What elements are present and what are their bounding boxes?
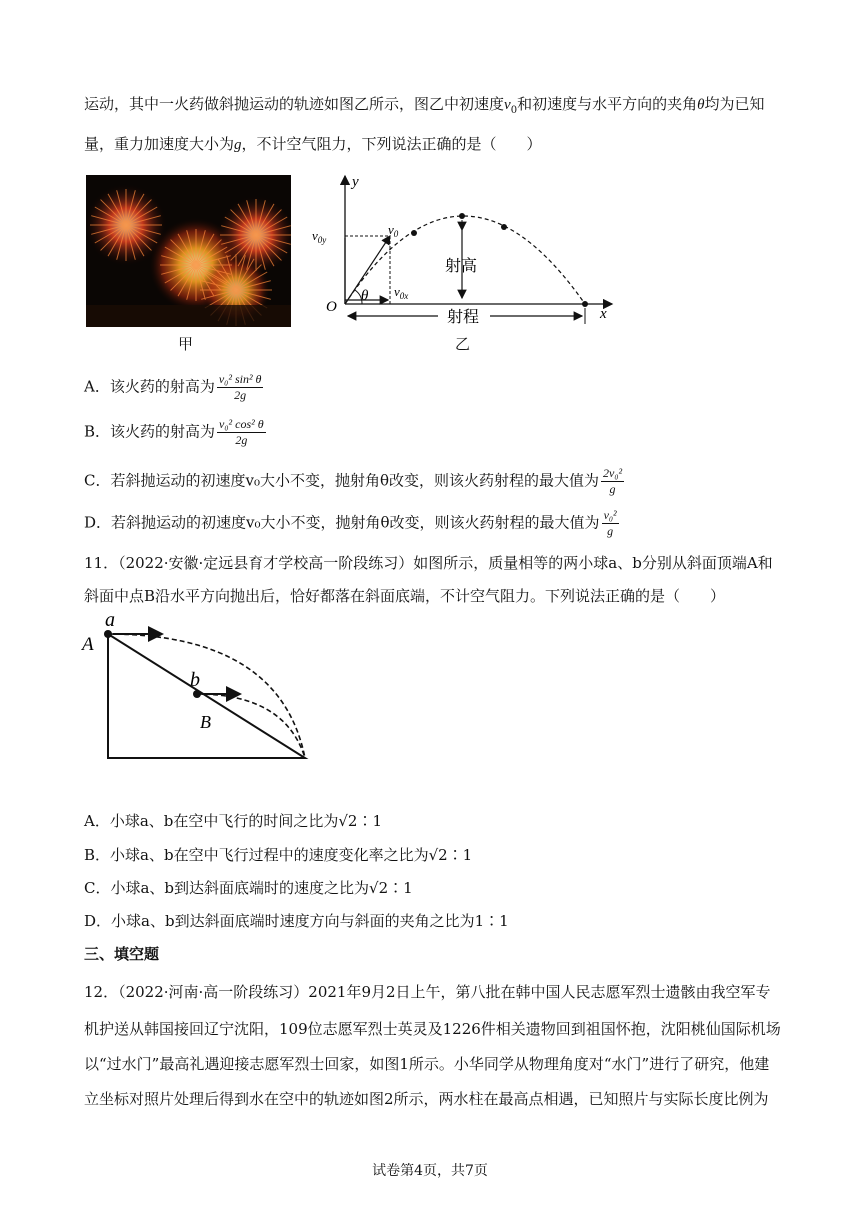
- trajectory-point: [459, 213, 465, 219]
- q12-line3: 以“过水门”最高礼遇迎接志愿军烈士回家，如图1所示。小华同学从物理角度对“水门”进行了研究，他建: [84, 1055, 770, 1073]
- q12-line2: 机护送从韩国接回辽宁沈阳，109位志愿军烈士英灵及1226件相关遗物回到祖国怀抱，沈阳桃仙国际机场: [84, 1020, 781, 1038]
- q11-option-b: B．小球a、b在空中飞行过程中的速度变化率之比为√2∶1: [84, 846, 473, 864]
- fraction-denominator: g: [607, 524, 614, 538]
- option-fraction: [602, 508, 619, 539]
- q10-stem-line1: [84, 93, 764, 122]
- fraction-numerator: v₀²: [603, 508, 617, 522]
- fraction-denominator: g: [609, 482, 616, 496]
- q10-stem-text: 量，重力加速度大小为: [84, 135, 235, 153]
- ball-a: [104, 630, 112, 638]
- fraction-numerator: v₀² cos² θ: [219, 417, 264, 431]
- fraction-numerator: 2v₀²: [603, 466, 623, 480]
- fraction-numerator: v₀² sin² θ: [218, 372, 262, 386]
- fraction-denominator: 2g: [235, 433, 248, 447]
- fraction-denominator: 2g: [234, 388, 247, 402]
- trajectory-point: [582, 301, 588, 307]
- range-label: 射程: [447, 307, 480, 326]
- v0y-label: $v_{0y}$: [312, 228, 327, 245]
- option-text: B．该火药的射高为: [84, 422, 216, 441]
- q12-line1: 12．（2022·河南·高一阶段练习）2021年9月2日上午，第八批在韩中国人民志愿军烈士遗骸由我空军专: [84, 983, 771, 1001]
- option-text: A．该火药的射高为: [84, 377, 215, 396]
- q10-option-a: [84, 372, 263, 403]
- x-axis-label: x: [600, 306, 607, 322]
- label-b: b: [190, 669, 200, 691]
- q10-stem-text: ，不计空气阻力，下列说法正确的是（ ）: [241, 135, 542, 153]
- trajectory-point: [501, 224, 507, 230]
- label-A: A: [82, 634, 94, 655]
- q11-stem-line1: 11．（2022·安徽·定远县育才学校高一阶段练习）如图所示，质量相等的两小球a、b分别从斜面顶端A和: [84, 554, 773, 572]
- q10-option-c: [84, 466, 624, 497]
- q10-option-d: [84, 508, 619, 539]
- q10-stem-text: 运动，其中一火药做斜抛运动的轨迹如图乙所示，图乙中初速度: [84, 95, 505, 113]
- option-fraction: [217, 417, 266, 448]
- q10-stem-line2: [84, 133, 542, 156]
- theta-label: θ: [361, 288, 369, 304]
- q11-option-d: D．小球a、b到达斜面底端时速度方向与斜面的夹角之比为1∶1: [84, 912, 509, 930]
- incline-diagram: [80, 610, 320, 770]
- page-footer: 试卷第4页，共7页: [372, 1163, 488, 1179]
- ball-b: [193, 690, 201, 698]
- projectile-diagram: [310, 170, 620, 330]
- incline-triangle: [108, 634, 305, 758]
- height-label: 射高: [445, 256, 478, 275]
- fireworks-photo: [86, 175, 291, 327]
- option-fraction: [601, 466, 624, 497]
- theta-symbol: θ: [697, 97, 705, 113]
- q11-stem-line2: 斜面中点B沿水平方向抛出后，恰好都落在斜面底端，不计空气阻力。下列说法正确的是（ ）: [84, 587, 726, 605]
- option-text: C．若斜抛运动的初速度v₀大小不变，抛射角θ改变，则该火药射程的最大值为: [84, 471, 599, 490]
- v0x-label: $v_{0x}$: [394, 284, 409, 301]
- y-axis-label: y: [352, 174, 359, 190]
- q11-option-c: C．小球a、b到达斜面底端时的速度之比为√2∶1: [84, 879, 413, 897]
- label-a: a: [105, 610, 115, 631]
- q12-line4: 立坐标对照片处理后得到水在空中的轨迹如图2所示，两水柱在最高点相遇，已知照片与实际长度比例为: [84, 1090, 769, 1108]
- q10-stem-text: 均为已知: [704, 95, 765, 113]
- v0-subscript: 0: [510, 105, 518, 116]
- fig-caption-yi: 乙: [455, 335, 471, 353]
- q10-stem-text: 和初速度与水平方向的夹角: [517, 95, 698, 113]
- option-fraction: [217, 372, 264, 403]
- v0-symbol: v: [504, 97, 511, 113]
- origin-label: O: [326, 299, 337, 315]
- fireworks-image: [86, 175, 291, 327]
- v0-label: $v_0$: [388, 222, 399, 239]
- q10-option-b: [84, 417, 266, 448]
- option-text: D．若斜抛运动的初速度v₀大小不变，抛射角θ改变，则该火药射程的最大值为: [84, 513, 600, 532]
- label-B: B: [200, 712, 211, 732]
- q11-option-a: A．小球a、b在空中飞行的时间之比为√2∶1: [84, 812, 383, 830]
- g-symbol: g: [234, 137, 242, 153]
- section-heading: 三、填空题: [84, 945, 160, 963]
- fig-caption-jia: 甲: [178, 335, 194, 353]
- trajectory-point: [411, 230, 417, 236]
